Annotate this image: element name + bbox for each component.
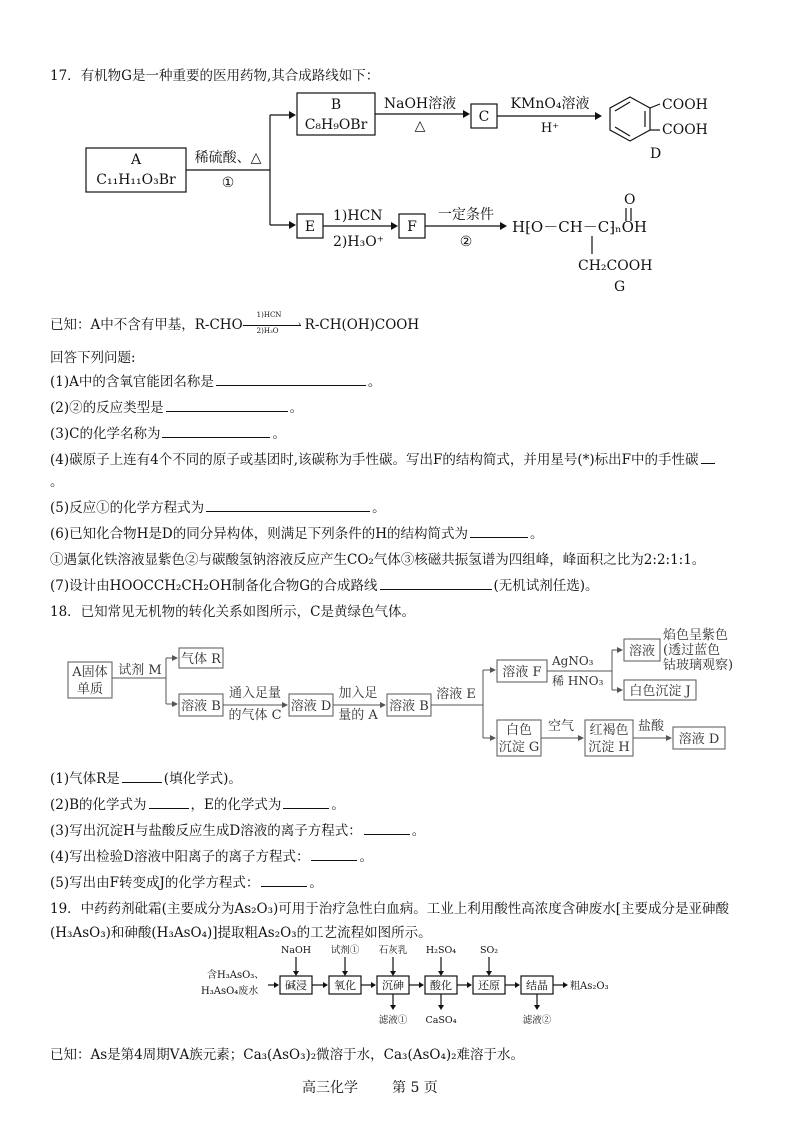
q17-sub4-end: 。 [50,474,64,490]
q18-sub2-text: (2)B的化学式为 [50,797,147,813]
solution-b-2: 溶液 B [389,699,429,714]
box-b-formula: C₈H₉OBr [304,117,368,133]
q17-sub2-text: (2)②的反应类型是 [50,400,164,416]
a-element: 单质 [76,682,104,697]
answer-blank[interactable] [283,796,329,809]
filtrate-2: 滤液② [522,1015,552,1026]
q17-sub1-text: (1)A中的含氧官能团名称是 [50,374,214,390]
cd-reagent: KMnO₄溶液 [510,96,590,112]
step1-number: ① [221,175,235,191]
agno3: AgNO₃ [552,654,594,668]
q18-sub1-suffix: (填化学式)。 [163,771,242,787]
box-f-label: F [407,219,417,235]
known-arrow-bottom: 2)H₃O [256,326,279,335]
footer-subject: 高三化学 [302,1080,358,1096]
add-a-1: 加入足 [338,686,378,701]
solution: 溶液 [628,644,656,659]
answer-blank[interactable] [216,373,366,386]
reagent-m: 试剂 M [118,663,162,678]
period: 。 [359,849,373,865]
product-as2o3: 粗As₂O₃ [570,981,609,992]
d-cooh-bottom: COOH [662,122,708,138]
air: 空气 [547,719,575,734]
q18-sub1-text: (1)气体R是 [50,771,120,787]
hydrochloric-acid: 盐酸 [637,719,665,734]
step-oxidation: 氧化 [334,979,356,992]
q17-sub5-text: (5)反应①的化学方程式为 [50,500,205,516]
q17-sub4 [50,448,717,468]
g-chain: H⁅O－CH－C⁆ₙOH [512,218,647,236]
q18-sub2-mid: ，E的化学式为 [190,797,282,813]
answer-blank[interactable] [311,848,357,861]
q17-synthesis-scheme [0,80,800,300]
g-side-chain: CH₂COOH [578,258,653,274]
white-precipitate-j: 白色沉淀 J [629,684,691,699]
step-alkali-leach: 碱浸 [285,979,307,992]
answer-blank[interactable] [166,399,288,412]
answer-blank[interactable] [364,822,410,835]
answer-blank[interactable] [470,525,528,538]
solution-d-2: 溶液 D [678,732,720,747]
reagent-lime: 石灰乳 [378,945,408,956]
q17-sub7-text: (7)设计由HOOCCH₂CH₂OH制备化合物G的合成路线 [50,578,378,594]
step-reduce: 还原 [478,979,500,992]
reagent-naoh: NaOH [280,945,312,956]
reagent-1: 试剂① [330,945,360,956]
flame-1: 焰色呈紫色 [663,628,729,643]
period: 。 [331,797,345,813]
fg-number: ② [459,234,473,250]
step-crystallize: 结晶 [526,979,548,992]
add-a-2: 量的 A [338,708,378,723]
q19-line1: 19．中药药剂砒霜(主要成分为As₂O₃)可用于治疗急性白血病。工业上利用酸性高浓度含砷废水[主要成分是亚砷酸 [50,901,730,917]
solution-b: 溶液 B [181,699,221,714]
step1-conditions: 稀硫酸、△ [194,150,262,166]
d-label: D [650,146,662,162]
a-solid: A固体 [72,665,108,680]
white-g-1: 白色 [505,723,533,738]
feed-2: H₃AsO₄废水 [201,986,259,997]
box-a-label: A [130,152,142,168]
g-label: G [614,279,626,295]
q17-answer-intro: 回答下列问题: [50,350,136,366]
solution-f: 溶液 F [502,665,542,680]
q17-sub1 [50,370,381,390]
box-a-formula: C₁₁H₁₁O₃Br [96,172,176,188]
reagent-so2: SO₂ [479,945,499,956]
white-g-2: 沉淀 G [498,740,540,755]
solution-d: 溶液 D [290,699,332,714]
reagent-h2so4: H₂SO₄ [425,945,457,956]
fg-conditions: 一定条件 [438,207,494,223]
pass-gas-1: 通入足量 [228,686,282,701]
answer-blank[interactable] [149,796,189,809]
q19-known: 已知：As是第4周期ⅤA族元素；Ca₃(AsO₃)₂微溶于水，Ca₃(AsO₄)₂难溶于水。 [50,1047,525,1063]
q18-conversion-diagram [0,620,800,760]
footer-page: 第 5 页 [392,1080,438,1096]
q18-sub3-text: (3)写出沉淀H与盐酸反应生成D溶液的离子方程式： [50,823,362,839]
period: 。 [411,823,426,839]
d-cooh-top: COOH [662,97,708,113]
pass-gas-2: 的气体 C [228,708,282,723]
feed-1: 含H₃AsO₃、 [207,970,265,981]
q17-sub3 [50,422,286,442]
period: 。 [289,400,304,416]
q18-sub2 [50,793,345,813]
period: 。 [272,426,286,442]
q18-intro: 18．已知常见无机物的转化关系如图所示，C是黄绿色气体。 [50,604,416,620]
answer-blank[interactable] [206,499,370,512]
solution-e: 溶液 E [436,687,476,702]
q17-sub4-text: (4)碳原子上连有4个不同的原子或基团时,该碳称为手性碳。写出F的结构简式，并用星号(*)标出F中的手性碳 [50,452,699,468]
answer-blank[interactable] [122,770,162,783]
ef-reagent-1: 1)HCN [333,208,383,224]
answer-blank[interactable] [162,425,270,438]
q17-known-product: R-CH(OH)COOH [304,317,420,333]
flame-2: (透过蓝色 [663,643,721,658]
box-b-label: B [330,97,342,113]
q18-sub5-text: (5)写出由F转变成J的化学方程式： [50,875,260,891]
benzene-ring-icon [610,97,660,141]
ef-reagent-2: 2)H₃O⁺ [333,234,385,250]
flame-3: 钴玻璃观察) [663,658,734,673]
q18-sub1 [50,767,242,787]
period: 。 [372,500,386,516]
step-acidify: 酸化 [430,979,452,992]
step-precipitate-as: 沉砷 [382,979,404,992]
box-e-label: E [304,219,316,235]
q18-sub4-text: (4)写出检验D溶液中阳离子的离子方程式： [50,849,310,865]
q17-known [50,310,420,335]
cd-acid: H⁺ [540,121,560,136]
q19-process-flow [0,940,800,1030]
q18-sub4 [50,845,373,865]
known-arrow [243,310,305,335]
q17-sub6-text: (6)已知化合物H是D的同分异构体，则满足下列条件的H的结构简式为 [50,526,468,542]
q17-sub7 [50,574,599,594]
bc-heat: △ [414,118,426,134]
q17-sub7-end: (无机试剂任选)。 [493,578,599,594]
q17-sub6-conditions: ①遇氯化铁溶液显紫色②与碳酸氢钠溶液反应产生CO₂气体③核磁共振氢谱为四组峰，峰面积之比为2:2:1:1。 [50,552,706,568]
caso4: CaSO₄ [425,1015,457,1026]
q17-sub2 [50,396,303,416]
box-c-label: C [478,109,490,125]
filtrate-1: 滤液① [378,1015,408,1026]
answer-blank[interactable] [701,451,715,464]
q18-sub5 [50,871,323,891]
q17-known-text: 已知：A中不含有甲基，R-CHO [50,317,243,333]
q17-sub3-text: (3)C的化学名称为 [50,426,161,442]
answer-blank[interactable] [380,577,492,590]
period: 。 [530,526,544,542]
q18-sub3 [50,819,425,839]
q17-intro: 17．有机物G是一种重要的医用药物,其合成路线如下： [50,68,380,84]
q17-sub5 [50,496,386,516]
q17-sub6 [50,522,544,542]
q19-line2: (H₃AsO₃)和砷酸(H₃AsO₄)]提取粗As₂O₃的工艺流程如图所示。 [50,925,432,941]
dilute-hno3: 稀 HNO₃ [552,674,604,688]
period: 。 [367,374,382,390]
g-carbonyl-o: O [624,192,636,208]
red-brown-h-1: 红褐色 [589,723,629,738]
arrow-head-icon: › [297,319,302,330]
gas-r: 气体 R [181,652,221,667]
red-brown-h-2: 沉淀 H [588,740,630,755]
period: 。 [309,875,323,891]
answer-blank[interactable] [261,874,307,887]
bc-reagent: NaOH溶液 [383,96,457,112]
arrow-line-icon [243,325,301,326]
known-arrow-top: 1)HCN [256,310,282,319]
